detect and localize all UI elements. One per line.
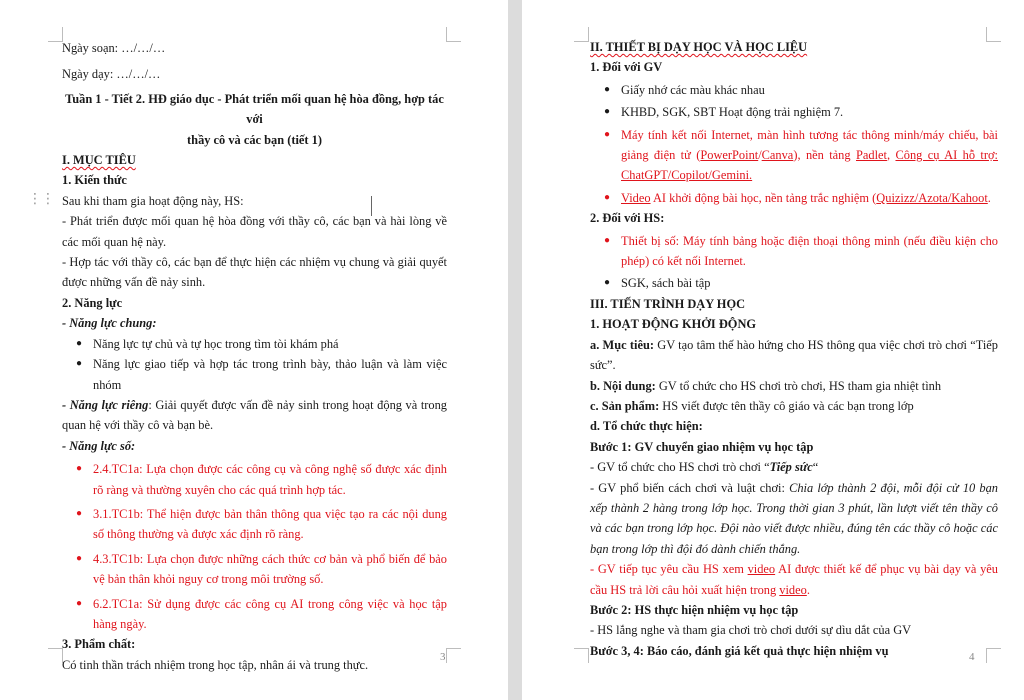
- crop-mark: [48, 27, 63, 42]
- muc-tieu-paragraph: [590, 335, 998, 376]
- list-item: [590, 273, 998, 293]
- crop-mark: [446, 648, 461, 663]
- nang-luc-chung-label: - Năng lực chung:: [62, 316, 157, 331]
- text-run: video: [779, 582, 807, 597]
- bullet-icon: ●: [76, 358, 83, 370]
- lesson-title-line1: Tuần 1 - Tiết 2. HĐ giáo dục - Phát triển mối quan hệ hòa đồng, hợp tác với: [65, 91, 444, 127]
- heading-kien-thuc: 1. Kiến thức: [62, 173, 127, 188]
- heading-muc-tieu: I. MỤC TIÊU: [62, 153, 136, 168]
- text-run: Video: [621, 190, 651, 205]
- document-page-4[interactable]: [522, 0, 1024, 700]
- list-item: [590, 125, 998, 186]
- heading-thiet-bi: II. THIẾT BỊ DẠY HỌC VÀ HỌC LIỆU: [590, 40, 808, 54]
- noi-dung-paragraph: [590, 376, 998, 396]
- bullet-icon: ●: [604, 234, 611, 246]
- text-run: Chia lớp thành 2 đội, mỗi đội cử 10 bạn xếp thành 2 hàng trong lớp học. Trong thời gian 3 phút, lần lượt viết tên thầy cô và các bạn trong lớp học. Đội nào viết được nhiều, đúng tên các thầy cô hoặc các bạn trong lớp thì đội đó dành chiến thắng.: [590, 480, 998, 556]
- text-run: - GV phổ biến cách chơi và luật chơi:: [590, 480, 790, 495]
- drag-handle-icon[interactable]: ⋮⋮: [28, 191, 54, 207]
- list-item: [590, 188, 998, 208]
- document-page-3[interactable]: [0, 0, 508, 700]
- nang-luc-so-label: - Năng lực số:: [62, 438, 136, 453]
- text-run: b. Nội dung:: [590, 378, 656, 393]
- page-number: 3: [440, 651, 446, 663]
- heading-buoc-2: Bước 2: HS thực hiện nhiệm vụ học tập: [590, 602, 799, 617]
- list-item-text: 2.4.TC1a: Lựa chọn được các công cụ và công nghệ số được xác định rõ ràng và thường xuyên cho các quá trình hợp tác.: [93, 462, 447, 497]
- ngay-soan: Ngày soạn: …/…/…: [62, 41, 166, 55]
- text-run: AI khởi động bài học, nền tảng trắc nghiệm (: [650, 190, 877, 205]
- list-item-text: Năng lực tự chủ và tự học trong tìm tòi khám phá: [93, 336, 339, 351]
- text-run: “: [812, 460, 819, 475]
- text-run: AI được thiết kế để phục vụ bài dạy và yêu cầu HS trả lời câu hỏi xuất hiện trong: [590, 562, 998, 597]
- bullet-icon: ●: [604, 106, 611, 118]
- list-item: [590, 231, 998, 272]
- kien-thuc-intro: Sau khi tham gia hoạt động này, HS:: [62, 193, 244, 208]
- list-item: [62, 334, 447, 354]
- text-run: HS viết được tên thầy cô giáo và các bạn trong lớp: [659, 398, 914, 413]
- text-run: ,: [886, 148, 896, 163]
- bullet-icon: ●: [604, 277, 611, 289]
- page-content: [62, 38, 447, 675]
- list-item-text: 4.3.TC1b: Lựa chọn được những cách thức cơ bản và phổ biến để bảo vệ bản thân khỏi nguy cơ trong môi trường số.: [93, 551, 447, 587]
- bullet-icon: ●: [76, 552, 83, 564]
- bullet-icon: ●: [604, 128, 611, 140]
- nang-luc-rieng: [62, 395, 447, 436]
- text-run: GV tạo tâm thế hào hứng cho HS thông qua việc chơi trò chơi “Tiếp sức”.: [590, 337, 998, 373]
- hs-list: [590, 231, 998, 294]
- crop-mark: [574, 27, 589, 42]
- list-item-text: KHBD, SGK, SBT Hoạt động trải nghiệm 7.: [621, 105, 844, 120]
- buoc2-text: - HS lắng nghe và tham gia chơi trò chơi dưới sự dìu dắt của GV: [590, 623, 912, 638]
- page-content: [590, 37, 998, 661]
- lesson-title-line2: thầy cô và các bạn (tiết 1): [187, 132, 322, 147]
- text-run: Padlet: [855, 148, 887, 163]
- list-item-text: 3.1.TC1b: Thể hiện được bản thân thông qua việc tạo ra các nội dung số thông thường và được xác định rõ ràng.: [93, 506, 447, 542]
- heading-pham-chat: 3. Phẩm chất:: [62, 637, 136, 652]
- list-item: [590, 80, 998, 100]
- nang-luc-rieng-label: - Năng lực riêng: [62, 397, 149, 412]
- page-gutter: [508, 0, 522, 700]
- list-item: [62, 594, 447, 635]
- crop-mark: [446, 27, 461, 42]
- list-item-text: 6.2.TC1a: Sử dụng được các công cụ AI trong công việc và học tập hàng ngày.: [93, 596, 447, 631]
- page-number: 4: [969, 651, 975, 663]
- san-pham-paragraph: [590, 396, 998, 416]
- heading-doi-voi-hs: 2. Đối với HS:: [590, 211, 665, 226]
- nang-luc-chung-list: [62, 334, 447, 395]
- heading-to-chuc: d. Tổ chức thực hiện:: [590, 419, 703, 434]
- list-item: [62, 354, 447, 395]
- heading-tien-trinh: III. TIẾN TRÌNH DẠY HỌC: [590, 296, 746, 311]
- list-item-text: Giấy nhớ các màu khác nhau: [621, 82, 765, 97]
- heading-buoc-1: Bước 1: GV chuyển giao nhiệm vụ học tập: [590, 439, 814, 454]
- nang-luc-rieng-text: : Giải quyết được vấn đề nảy sinh trong hoạt động và trong quan hệ với thầy cô và bạn bè.: [62, 397, 447, 433]
- kien-thuc-item: - Phát triển được mối quan hệ hòa đồng với thầy cô, các bạn và hài lòng về các mối quan hệ này.: [62, 214, 447, 249]
- list-item: [62, 459, 447, 500]
- text-run: .: [987, 190, 991, 205]
- pham-chat-text: Có tinh thần trách nhiệm trong học tập, nhân ái và trung thực.: [62, 657, 369, 672]
- text-run: Tiếp sức: [769, 460, 813, 475]
- text-run: c. Sản phẩm:: [590, 398, 660, 413]
- bullet-icon: ●: [76, 597, 83, 609]
- buoc1-line: [590, 457, 998, 477]
- heading-hd-khoi-dong: 1. HOẠT ĐỘNG KHỞI ĐỘNG: [590, 317, 757, 332]
- crop-mark: [574, 648, 589, 663]
- text-run: GV tổ chức cho HS chơi trò chơi, HS tham gia nhiệt tình: [655, 378, 942, 393]
- list-item-text: Năng lực giao tiếp và hợp tác trong trình bày, thảo luận và làm việc nhóm: [93, 357, 447, 392]
- text-run: video: [747, 562, 776, 577]
- bullet-icon: ●: [604, 191, 611, 203]
- text-run: PowerPoint: [700, 148, 759, 163]
- text-run: - GV tổ chức cho HS chơi trò chơi “: [590, 460, 770, 475]
- bullet-icon: ●: [76, 463, 83, 475]
- text-run: ), nền tảng: [793, 148, 856, 163]
- text-run: .: [806, 582, 810, 597]
- text-run: Quizizz/Azota/Kahoot: [876, 190, 988, 205]
- crop-mark: [48, 648, 63, 663]
- kien-thuc-item: - Hợp tác với thầy cô, các bạn để thực hiện các nhiệm vụ chung và giải quyết được những vấn đề nảy sinh.: [62, 255, 447, 290]
- heading-nang-luc: 2. Năng lực: [62, 295, 123, 310]
- text-run: - GV tiếp tục yêu cầu HS xem: [590, 562, 748, 577]
- bullet-icon: ●: [76, 337, 83, 349]
- list-item-text: Thiết bị số: Máy tính bảng hoặc điện thoại thông minh (nếu điều kiện cho phép) có kết nối Internet.: [621, 233, 998, 269]
- gv-list: [590, 80, 998, 208]
- text-run: Công cụ AI hỗ trợ: ChatGPT/Copilot/Gemini.: [621, 148, 998, 183]
- lesson-title: [62, 89, 447, 150]
- bullet-icon: ●: [76, 507, 83, 519]
- ngay-day: Ngày dạy: …/…/…: [62, 67, 161, 82]
- list-item: [590, 102, 998, 122]
- buoc1-line: [590, 559, 998, 600]
- heading-buoc-34: Bước 3, 4: Báo cáo, đánh giá kết quả thực hiện nhiệm vụ: [590, 643, 889, 658]
- heading-doi-voi-gv: 1. Đối với GV: [590, 60, 663, 75]
- list-item: [62, 504, 447, 545]
- text-run: Canva: [761, 148, 794, 163]
- nang-luc-so-list: [62, 459, 447, 634]
- text-run: /: [758, 148, 762, 163]
- list-item-text: SGK, sách bài tập: [621, 276, 711, 291]
- buoc1-line: [590, 478, 998, 560]
- text-run: Máy tính kết nối Internet, màn hình tương tác thông minh/máy chiếu, bài giảng điện tử (: [621, 127, 998, 163]
- bullet-icon: ●: [604, 83, 611, 95]
- list-item: [62, 549, 447, 590]
- text-run: a. Mục tiêu:: [590, 337, 654, 352]
